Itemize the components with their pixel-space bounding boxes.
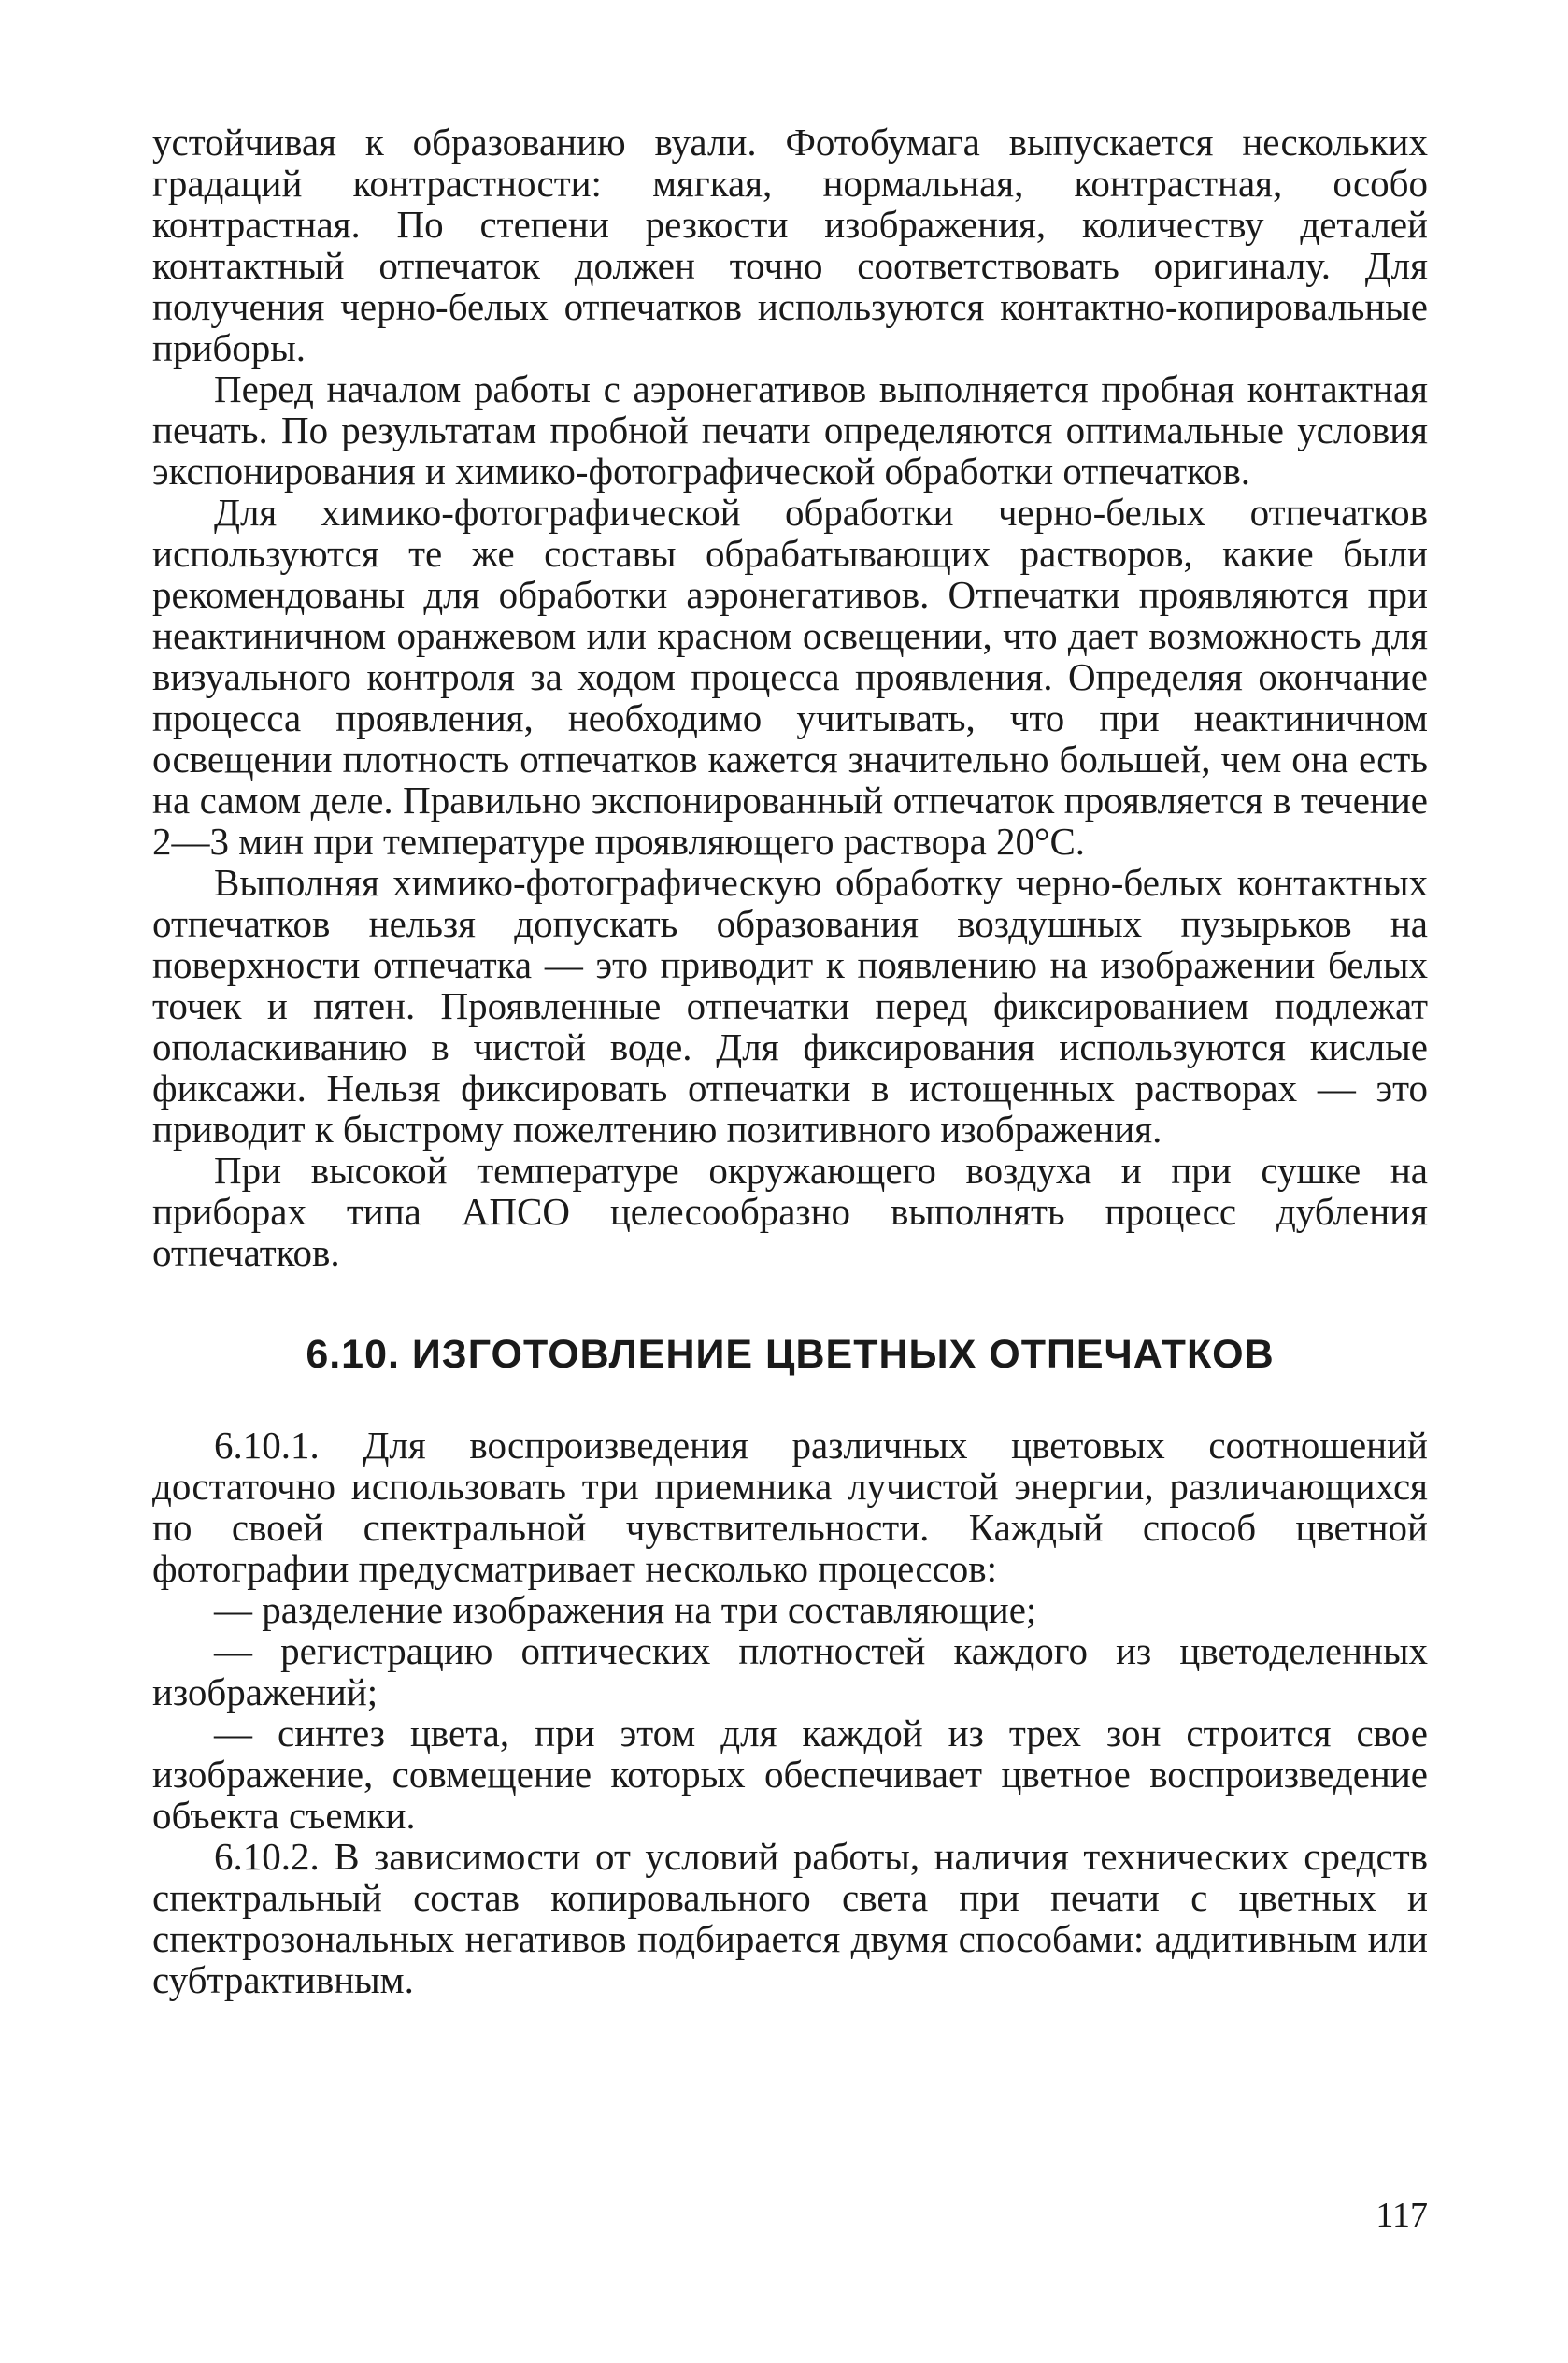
paragraph: При высокой температуре окружающего воздуха и при сушке на приборах типа АПСО целесообразно выполнять процесс дубления отпечатков. xyxy=(152,1149,1428,1274)
paragraph: Выполняя химико-фотографическую обработку черно-белых контактных отпечатков нельзя допускать образования воздушных пузырьков на поверхности отпечатка — это приводит к появлению на изображении белых точек и пятен. Проявленные отпечатки перед фиксированием подлежат ополаскиванию в чистой воде. Для фиксирования используются кислые фиксажи. Нельзя фиксировать отпечатки в истощенных растворах — это приводит к быстрому пожелтению позитивного изображения. xyxy=(152,861,1428,1151)
section-heading: 6.10. ИЗГОТОВЛЕНИЕ ЦВЕТНЫХ ОТПЕЧАТКОВ xyxy=(306,1332,1275,1377)
list-item: — разделение изображения на три составляющие; xyxy=(214,1588,1037,1631)
page-body xyxy=(152,122,1428,2000)
paragraph: Перед началом работы с аэронегативов выполняется пробная контактная печать. По результатам пробной печати определяются оптимальные условия экспонирования и химико-фотографической обработки отпечатков. xyxy=(152,367,1428,493)
paragraph: 6.10.2. В зависимости от условий работы, наличия технических средств спектральный состав копировального света при печати с цветных и спектрозональных негативов подбирается двумя способами: аддитивным или субтрактивным. xyxy=(152,1835,1428,2001)
paragraph: устойчивая к образованию вуали. Фотобумага выпускается нескольких градаций контрастности: мягкая, нормальная, контрастная, особо контрастная. По степени резкости изображения, количеству деталей контактный отпечаток должен точно соответствовать оригиналу. Для получения черно-белых отпечатков используются контактно-копировальные приборы. xyxy=(152,121,1428,369)
paragraph: 6.10.1. Для воспроизведения различных цветовых соотношений достаточно использовать три приемника лучистой энергии, различающихся по своей спектральной чувствительности. Каждый способ цветной фотографии предусматривает несколько процессов: xyxy=(152,1424,1428,1590)
paragraph: Для химико-фотографической обработки черно-белых отпечатков используются те же составы обрабатывающих растворов, какие были рекомендованы для обработки аэронегативов. Отпечатки проявляются при неактиничном оранжевом или красном освещении, что дает возможность для визуального контроля за ходом процесса проявления. Определяя окончание процесса проявления, необходимо учитывать, что при неактиничном освещении плотность отпечатков кажется значительно большей, чем она есть на самом деле. Правильно экспонированный отпечаток проявляется в течение 2—3 мин при температуре проявляющего раствора 20°С. xyxy=(152,491,1428,863)
list-item: — регистрацию оптических плотностей каждого из цветоделенных изображений; xyxy=(152,1629,1428,1713)
page-number: 117 xyxy=(1376,2196,1428,2235)
list-item: — синтез цвета, при этом для каждой из трех зон строится свое изображение, совмещение которых обеспечивает цветное воспроизведение объекта съемки. xyxy=(152,1711,1428,1837)
